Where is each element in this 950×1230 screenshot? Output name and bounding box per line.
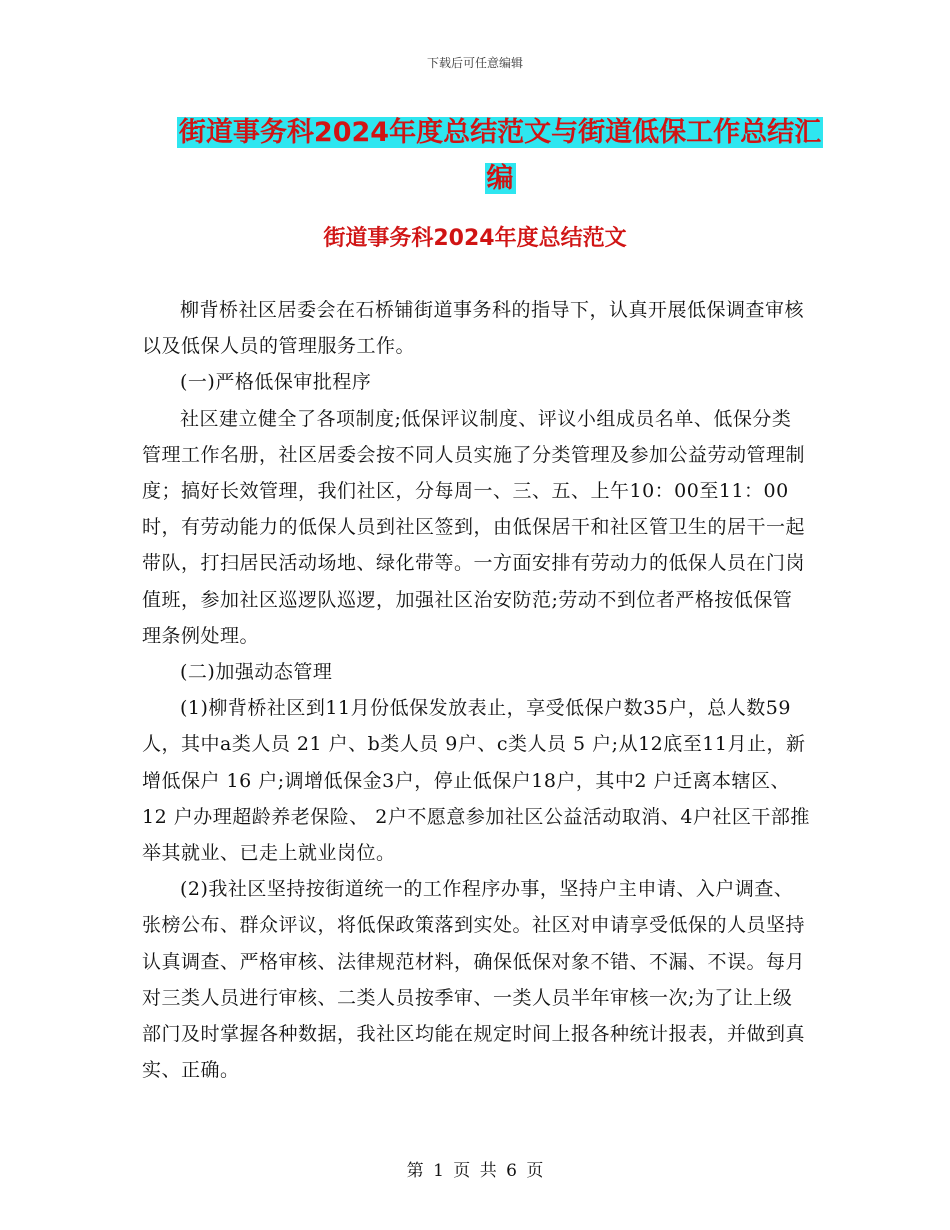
paragraph-systems: 社区建立健全了各项制度;低保评议制度、评议小组成员名单、低保分类管理工作名册，社区居委会按不同人员实施了分类管理及参加公益劳动管理制度；搞好长效管理，我们社区，分每周一、三、五、上午10：00至11：00时，有劳动能力的低保人员到社区签到，由低保居干和社区管卫生的居干一起带队，打扫居民活动场地、绿化带等。一方面安排有劳动力的低保人员在门岗值班，参加社区巡逻队巡逻，加强社区治安防范;劳动不到位者严格按低保管理条例处理。 — [142, 407, 806, 647]
paragraph-procedure: (2)我社区坚持按街道统一的工作程序办事，坚持户主申请、入户调查、张榜公布、群众评议，将低保政策落到实处。社区对申请享受低保的人员坚持认真调查、严格审核、法律规范材料，确保低保对象不错、不漏、不误。每月对三类人员进行审核、二类人员按季审、一类人员半年审核一次;为了让上级部门及时掌握各种数据，我社区均能在规定时间上报各种统计报表，并做到真实、正确。 — [142, 878, 806, 1082]
paragraph-intro: 柳背桥社区居委会在石桥铺街道事务科的指导下，认真开展低保调查审核以及低保人员的管理服务工作。 — [142, 299, 805, 358]
body-text — [142, 292, 810, 1088]
page-footer: 第 1 页 共 6 页 — [406, 1161, 544, 1181]
document-title — [140, 110, 860, 202]
section-title: 街道事务科2024年度总结范文 — [323, 226, 627, 251]
paragraph-statistics: (1)柳背桥社区到11月份低保发放表止，享受低保户数35户，总人数59人，其中a类人员 21 户、b类人员 9户、c类人员 5 户;从12底至11月止，新增低保户 16 户;调增低保金3户，停止低保户18户，其中2 户迁离本辖区、12 户办理超龄养老保险、 2户不愿意参加社区公益活动取消、4户社区干部推举其就业、已走上就业岗位。 — [142, 697, 810, 865]
title-line-1: 街道事务科2024年度总结范文与街道低保工作总结汇 — [178, 117, 822, 148]
heading-dynamic-management: (二)加强动态管理 — [180, 661, 333, 684]
header-note: 下载后可任意编辑 — [426, 56, 523, 70]
title-line-2: 编 — [486, 163, 514, 194]
heading-strict-approval: (一)严格低保审批程序 — [180, 371, 372, 394]
